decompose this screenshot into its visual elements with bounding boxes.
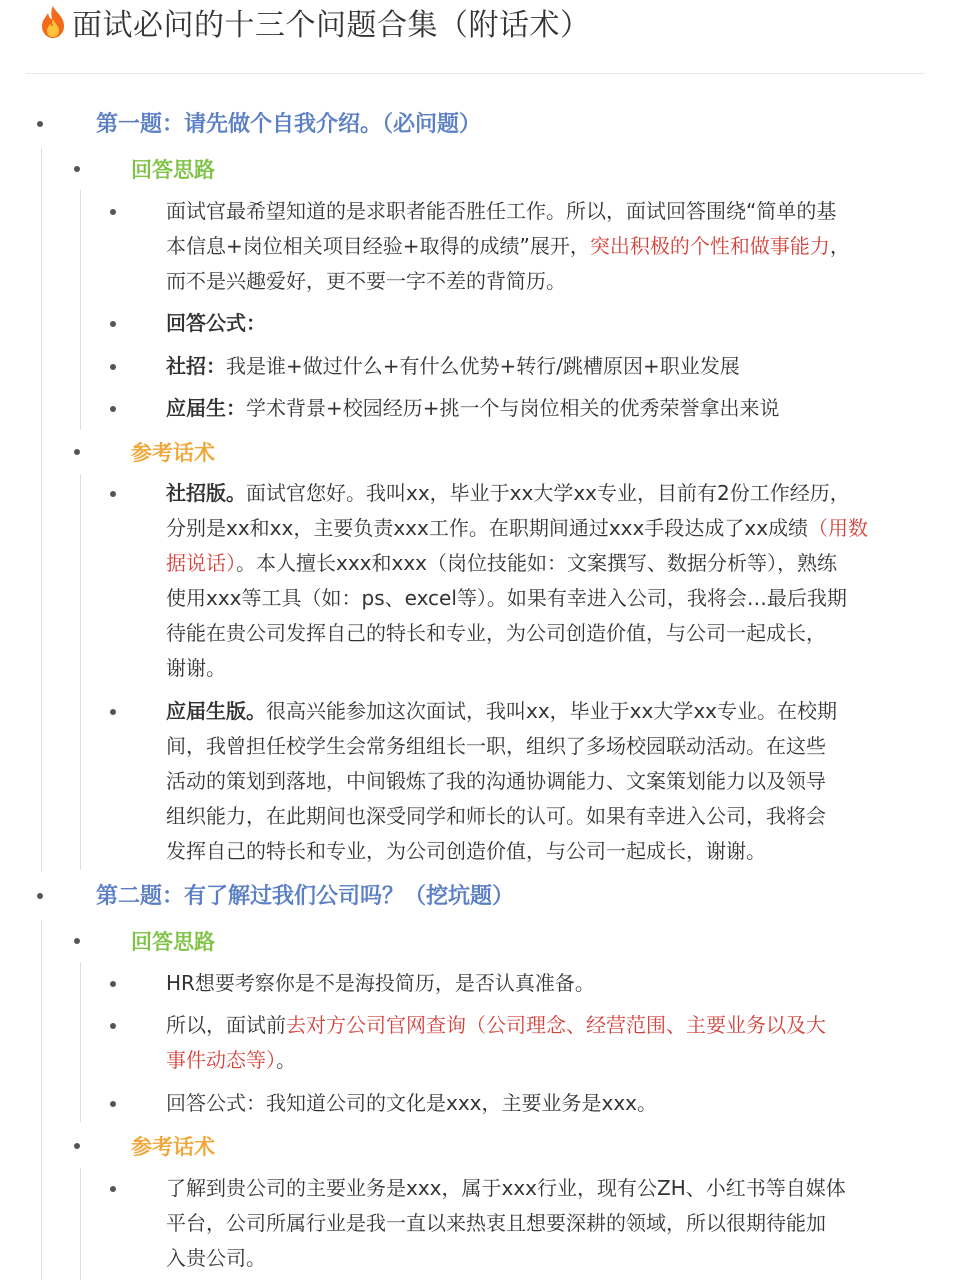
formula-label: 回答公式： — [166, 311, 266, 335]
list-item — [166, 694, 837, 869]
question-heading-text: 第一题：请先做个自我介绍。 — [96, 112, 383, 137]
paragraph-line: 分别是xx和xx，主要负责xxx工作。在职期间通过xxx手段达成了xx成绩 — [166, 516, 809, 540]
list-item — [166, 1008, 826, 1078]
bullet — [110, 406, 116, 412]
bullet — [74, 1143, 80, 1149]
highlight-text: 据说话） — [166, 551, 236, 575]
title-divider — [26, 73, 925, 74]
paragraph-line: 待能在贵公司发挥自己的特长和专业，为公司创造价值，与公司一起成长， — [166, 621, 826, 645]
paragraph-line: 间，我曾担任校学生会常务组组长一职，组织了多场校园联动活动。在这些 — [166, 734, 826, 758]
paragraph-line: 活动的策划到落地，中间锻炼了我的沟通协调能力、文案策划能力以及领导 — [166, 769, 826, 793]
bullet — [74, 449, 80, 455]
bullet — [110, 981, 116, 987]
item-label: 应届生版。 — [166, 699, 266, 723]
paragraph-line: 。 — [276, 1048, 296, 1072]
question-tag: （挖坑题） — [404, 884, 515, 909]
list-item — [166, 476, 868, 686]
question-heading-text: 第二题：有了解过我们公司吗？ — [96, 884, 405, 909]
highlight-text: 去对方公司官网查询（公司理念、经营范围、主要业务以及大 — [286, 1013, 826, 1037]
bullet — [110, 709, 116, 715]
highlight-text: （用数 — [808, 516, 869, 540]
bullet — [110, 491, 116, 497]
item-label: 应届生： — [166, 396, 246, 420]
title-text: 面试必问的十三个问题合集（附话术） — [72, 8, 591, 43]
list-item — [166, 194, 850, 299]
bullet — [74, 938, 80, 944]
paragraph-line: 所以，面试前 — [166, 1013, 286, 1037]
indent-rail — [80, 190, 81, 430]
item-text: 学术背景+校园经历+挑一个与岗位相关的优秀荣誉拿出来说 — [246, 396, 780, 420]
section-label-script: 参考话术 — [131, 1135, 215, 1159]
paragraph-line: 了解到贵公司的主要业务是xxx，属于xxx行业，现有公ZH、小红书等自媒体 — [166, 1176, 846, 1200]
question-2-heading — [96, 882, 514, 912]
question-tag: （必问题） — [382, 112, 482, 137]
bullet — [74, 166, 80, 172]
list-item — [166, 349, 740, 384]
section-label-thinking: 回答思路 — [131, 930, 215, 954]
bullet — [110, 1101, 116, 1107]
item-text: 我是谁+做过什么+有什么优势+转行/跳槽原因+职业发展 — [226, 354, 740, 378]
paragraph-line: 平台，公司所属行业是我一直以来热衷且想要深耕的领域，所以很期待能加 — [166, 1211, 826, 1235]
section-label-script: 参考话术 — [131, 441, 215, 465]
paragraph-line: 谢谢。 — [166, 656, 226, 680]
paragraph-line: ， — [829, 234, 850, 258]
bullet — [110, 209, 116, 215]
bullet — [110, 364, 116, 370]
paragraph-line: 发挥自己的特长和专业，为公司创造价值，与公司一起成长，谢谢。 — [166, 839, 766, 863]
indent-rail — [80, 1168, 81, 1280]
indent-rail — [80, 474, 81, 870]
fire-icon — [38, 5, 68, 39]
paragraph-line: 很高兴能参加这次面试，我叫xx，毕业于xx大学xx专业。在校期 — [266, 699, 838, 723]
list-item: 回答公式：我知道公司的文化是xxx，主要业务是xxx。 — [166, 1091, 658, 1115]
bullet — [110, 1023, 116, 1029]
indent-rail — [41, 148, 42, 872]
bullet — [110, 1186, 116, 1192]
page-title — [38, 0, 591, 44]
bullet — [37, 893, 43, 899]
list-item — [166, 1171, 846, 1276]
section-label-thinking: 回答思路 — [131, 158, 215, 182]
paragraph-line: 入贵公司。 — [166, 1246, 266, 1270]
paragraph-line: 本信息+岗位相关项目经验+取得的成绩”展开， — [166, 234, 590, 258]
highlight-text: 突出积极的个性和做事能力 — [589, 234, 830, 258]
highlight-text: 事件动态等） — [166, 1048, 276, 1072]
paragraph-line: 组织能力，在此期间也深受同学和师长的认可。如果有幸进入公司，我将会 — [166, 804, 826, 828]
paragraph-line: 而不是兴趣爱好，更不要一字不差的背简历。 — [166, 269, 566, 293]
bullet — [110, 321, 116, 327]
paragraph-line: 面试官您好。我叫xx，毕业于xx大学xx专业，目前有2份工作经历， — [246, 481, 850, 505]
list-item: HR想要考察你是不是海投简历，是否认真准备。 — [166, 971, 595, 995]
bullet — [37, 121, 43, 127]
indent-rail — [41, 920, 42, 1280]
list-item — [166, 391, 780, 426]
item-label: 社招： — [166, 354, 226, 378]
indent-rail — [80, 962, 81, 1122]
item-label: 社招版。 — [166, 481, 246, 505]
paragraph-line: 面试官最希望知道的是求职者能否胜任工作。所以，面试回答围绕“简单的基 — [166, 199, 837, 223]
paragraph-line: 。本人擅长xxx和xxx（岗位技能如：文案撰写、数据分析等），熟练 — [236, 551, 838, 575]
paragraph-line: 使用xxx等工具（如：ps、excel等）。如果有幸进入公司，我将会…最后我期 — [166, 586, 847, 610]
question-1-heading — [96, 110, 481, 140]
